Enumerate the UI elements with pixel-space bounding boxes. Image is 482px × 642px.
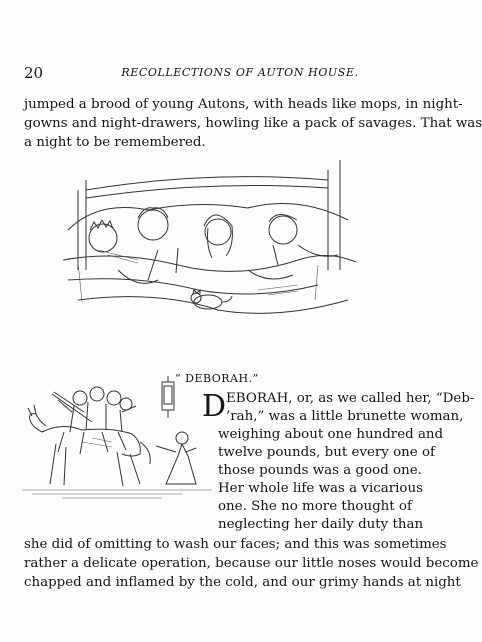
page-number: 20: [24, 64, 44, 82]
body-line: weighing about one hundred and: [218, 427, 444, 442]
page-header: [24, 64, 396, 84]
body-line: jumped a brood of young Autons, with heads like mops, in night-: [24, 97, 463, 112]
body-line: twelve pounds, but every one of: [218, 445, 435, 460]
body-line: Her whole life was a vicarious: [218, 481, 423, 496]
body-line: EBORAH, or, as we called her, “Deb-: [226, 391, 475, 406]
running-title: RECOLLECTIONS OF AUTON HOUSE.: [121, 66, 359, 79]
children-on-horse-illustration: [22, 372, 212, 502]
children-in-bed-illustration: [58, 150, 358, 330]
body-line: neglecting her daily duty than: [218, 517, 424, 532]
body-line: gowns and night-drawers, howling like a pack of savages. That was: [24, 116, 482, 131]
drop-cap: D: [202, 389, 227, 424]
illustration-caption: “ DEBORAH.”: [175, 372, 259, 385]
body-line: ’rah,” was a little brunette woman,: [226, 409, 464, 424]
body-line: a night to be remembered.: [24, 135, 206, 150]
body-line: those pounds was a good one.: [218, 463, 422, 478]
body-line: she did of omitting to wash our faces; and this was sometimes: [24, 537, 447, 552]
body-line: one. She no more thought of: [218, 499, 412, 514]
body-line: rather a delicate operation, because our little noses would become: [24, 556, 479, 571]
body-line: chapped and inflamed by the cold, and our grimy hands at night: [24, 575, 461, 590]
